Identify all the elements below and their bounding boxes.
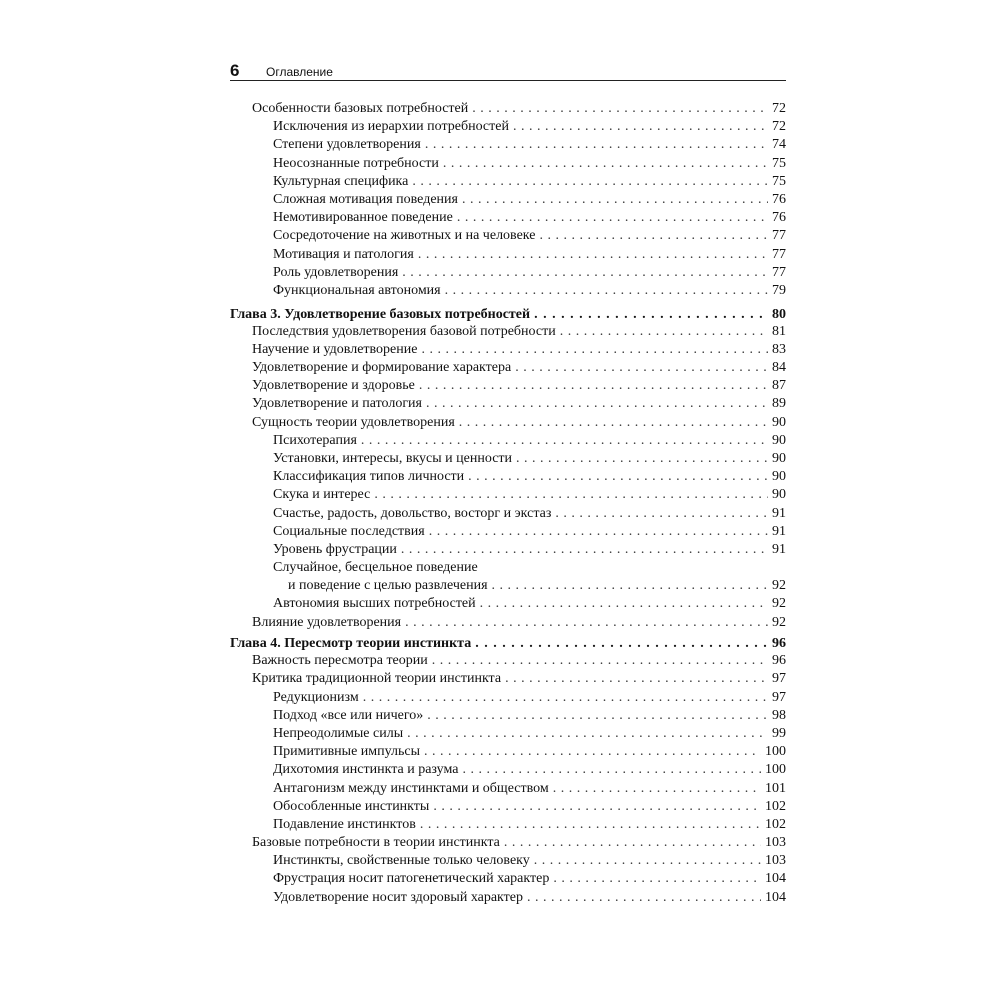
toc-entry-page: 79 bbox=[772, 282, 786, 298]
toc-entry-page: 96 bbox=[772, 653, 786, 669]
toc-entry-page: 90 bbox=[772, 414, 786, 430]
toc-entry-page: 102 bbox=[765, 816, 786, 832]
dot-leader bbox=[468, 468, 768, 486]
toc-entry-page: 77 bbox=[772, 246, 786, 262]
toc-entry bbox=[230, 209, 786, 227]
toc-entry-page: 100 bbox=[765, 744, 786, 760]
toc-entry-page: 97 bbox=[772, 671, 786, 687]
dot-leader bbox=[475, 635, 768, 652]
toc-entry-title: Классификация типов личности bbox=[273, 469, 465, 485]
toc-entry-title: Уровень фрустрации bbox=[273, 541, 397, 557]
dot-leader bbox=[553, 780, 761, 798]
dot-leader bbox=[555, 505, 768, 523]
toc-entry-title: Роль удовлетворения bbox=[273, 264, 399, 280]
toc-entry-title: Сосредоточение на животных и на человеке bbox=[273, 228, 536, 244]
toc-entry-page: 91 bbox=[772, 541, 786, 557]
toc-entry-title: Скука и интерес bbox=[273, 487, 371, 503]
toc-entry-title: Степени удовлетворения bbox=[273, 137, 421, 153]
toc-entry-page: 90 bbox=[772, 450, 786, 466]
toc-entry bbox=[230, 173, 786, 191]
dot-leader bbox=[361, 432, 768, 450]
toc-entry bbox=[230, 577, 786, 595]
dot-leader bbox=[527, 889, 761, 907]
toc-entry bbox=[230, 191, 786, 209]
toc-entry bbox=[230, 486, 786, 504]
toc-entry-title: Автономия высших потребностей bbox=[273, 596, 476, 612]
dot-leader bbox=[405, 614, 768, 632]
header-rule bbox=[230, 80, 786, 81]
toc-entry bbox=[230, 780, 786, 798]
toc-entry-page: 90 bbox=[772, 432, 786, 448]
dot-leader bbox=[505, 670, 768, 688]
toc-entry-page: 91 bbox=[772, 505, 786, 521]
toc-entry-title: Функциональная автономия bbox=[273, 282, 441, 298]
toc-entry-title: Социальные последствия bbox=[273, 523, 425, 539]
toc-entry-title: Удовлетворение и патология bbox=[252, 396, 422, 412]
toc-entry bbox=[230, 761, 786, 779]
toc-entry-page: 99 bbox=[772, 725, 786, 741]
toc-entry-page: 83 bbox=[772, 341, 786, 357]
dot-leader bbox=[560, 323, 768, 341]
toc-entry bbox=[230, 246, 786, 264]
dot-leader bbox=[462, 761, 761, 779]
dot-leader bbox=[492, 577, 768, 595]
toc-entry-title: Психотерапия bbox=[273, 432, 357, 448]
toc-entry-page: 103 bbox=[765, 835, 786, 851]
toc-entry bbox=[230, 341, 786, 359]
toc-entry bbox=[230, 227, 786, 245]
dot-leader bbox=[534, 852, 761, 870]
toc-entry-title: Подавление инстинктов bbox=[273, 816, 416, 832]
toc-entry-title: Обособленные инстинкты bbox=[273, 798, 430, 814]
toc-entry-title: Влияние удовлетворения bbox=[252, 614, 402, 630]
toc-entry bbox=[230, 136, 786, 154]
toc-entry bbox=[230, 100, 786, 118]
toc-entry-page: 87 bbox=[772, 378, 786, 394]
toc-entry bbox=[230, 689, 786, 707]
toc-entry bbox=[230, 505, 786, 523]
dot-leader bbox=[480, 595, 768, 613]
toc-entry bbox=[230, 889, 786, 907]
toc-entry bbox=[230, 450, 786, 468]
toc-entry-page: 92 bbox=[772, 578, 786, 594]
chapter-heading bbox=[230, 635, 786, 652]
dot-leader bbox=[539, 227, 768, 245]
dot-leader bbox=[472, 100, 768, 118]
toc-entry bbox=[230, 870, 786, 888]
toc-entry-page: 81 bbox=[772, 323, 786, 339]
toc-entry-title: Культурная специфика bbox=[273, 173, 409, 189]
toc-entry bbox=[230, 652, 786, 670]
toc-entry bbox=[230, 816, 786, 834]
toc-entry bbox=[230, 798, 786, 816]
toc-entry-title: Удовлетворение и здоровье bbox=[252, 378, 415, 394]
dot-leader bbox=[504, 834, 761, 852]
dot-leader bbox=[515, 359, 768, 377]
toc-entry bbox=[230, 614, 786, 632]
toc-entry-page: 100 bbox=[765, 762, 786, 778]
dot-leader bbox=[401, 541, 768, 559]
toc-entry-title: Немотивированное поведение bbox=[273, 210, 453, 226]
dot-leader bbox=[420, 816, 761, 834]
toc-entry bbox=[230, 541, 786, 559]
toc-entry-page: 77 bbox=[772, 228, 786, 244]
dot-leader bbox=[374, 486, 768, 504]
toc-entry-title: Важность пересмотра теории bbox=[252, 653, 428, 669]
dot-leader bbox=[429, 523, 768, 541]
toc-entry-page: 76 bbox=[772, 191, 786, 207]
toc-entry bbox=[230, 282, 786, 300]
dot-leader bbox=[459, 414, 768, 432]
dot-leader bbox=[424, 743, 761, 761]
dot-leader bbox=[421, 341, 768, 359]
toc-entry-page: 91 bbox=[772, 523, 786, 539]
toc-entry-title: Инстинкты, свойственные только человеку bbox=[273, 853, 530, 869]
toc-entry bbox=[230, 852, 786, 870]
dot-leader bbox=[419, 377, 768, 395]
toc-entry-title: Удовлетворение носит здоровый характер bbox=[273, 889, 524, 905]
toc-entry-page: 75 bbox=[772, 155, 786, 171]
toc-entry bbox=[230, 834, 786, 852]
toc-entry bbox=[230, 377, 786, 395]
toc-entry bbox=[230, 414, 786, 432]
toc-entry-page: 98 bbox=[772, 707, 786, 723]
dot-leader bbox=[553, 870, 761, 888]
toc-entry-page: 89 bbox=[772, 396, 786, 412]
toc-entry-title: Исключения из иерархии потребностей bbox=[273, 119, 509, 135]
toc-entry-page: 102 bbox=[765, 798, 786, 814]
toc-entry bbox=[230, 743, 786, 761]
toc-entry-page: 84 bbox=[772, 360, 786, 376]
toc-entry-title: Базовые потребности в теории инстинкта bbox=[252, 835, 500, 851]
toc-entry-title: Счастье, радость, довольство, восторг и экстаз bbox=[273, 505, 552, 521]
toc-entry bbox=[230, 468, 786, 486]
chapter-page: 96 bbox=[772, 636, 786, 652]
toc-entry-title: Примитивные импульсы bbox=[273, 744, 421, 760]
toc-entry bbox=[230, 155, 786, 173]
dot-leader bbox=[432, 652, 768, 670]
toc-entry-page: 101 bbox=[765, 780, 786, 796]
toc-entry-title: Сложная мотивация поведения bbox=[273, 191, 458, 207]
dot-leader bbox=[443, 155, 768, 173]
toc-entry-title: Научение и удовлетворение bbox=[252, 341, 418, 357]
toc-entry-page: 74 bbox=[772, 137, 786, 153]
toc-entry-title: Дихотомия инстинкта и разума bbox=[273, 762, 459, 778]
toc-entry bbox=[230, 725, 786, 743]
dot-leader bbox=[513, 118, 768, 136]
toc-entry-page: 104 bbox=[765, 889, 786, 905]
toc-entry-wrapped-line1: Случайное, бесцельное поведение bbox=[273, 560, 478, 576]
toc-entry-page: 97 bbox=[772, 689, 786, 705]
toc-entry-title: Неосознанные потребности bbox=[273, 155, 439, 171]
running-head bbox=[230, 60, 786, 82]
dot-leader bbox=[412, 173, 768, 191]
dot-leader bbox=[402, 264, 768, 282]
section-title: Оглавление bbox=[266, 65, 333, 79]
toc-entry-page: 76 bbox=[772, 210, 786, 226]
toc-entry-title: Особенности базовых потребностей bbox=[252, 101, 469, 116]
toc-entry bbox=[230, 432, 786, 450]
toc-entry bbox=[230, 264, 786, 282]
toc-entry-title: и поведение с целью развлечения bbox=[288, 578, 488, 594]
toc-entry-page: 75 bbox=[772, 173, 786, 189]
dot-leader bbox=[363, 689, 768, 707]
dot-leader bbox=[534, 306, 768, 323]
toc-entry bbox=[230, 395, 786, 413]
toc-entry-page: 90 bbox=[772, 487, 786, 503]
toc-entry-page: 77 bbox=[772, 264, 786, 280]
toc-entry-page: 90 bbox=[772, 469, 786, 485]
dot-leader bbox=[462, 191, 768, 209]
dot-leader bbox=[445, 282, 768, 300]
toc-entry-page: 92 bbox=[772, 596, 786, 612]
toc-entry-title: Установки, интересы, вкусы и ценности bbox=[273, 450, 513, 466]
toc-entry-page: 72 bbox=[772, 101, 786, 116]
toc-entry-page: 104 bbox=[765, 871, 786, 887]
toc-entry bbox=[230, 323, 786, 341]
toc-entry bbox=[230, 359, 786, 377]
toc-entry-title: Редукционизм bbox=[273, 689, 359, 705]
toc-entry bbox=[230, 523, 786, 541]
toc-entry-page: 72 bbox=[772, 119, 786, 135]
dot-leader bbox=[426, 395, 768, 413]
toc-entry-title: Удовлетворение и формирование характера bbox=[252, 360, 512, 376]
toc-entry-title: Мотивация и патология bbox=[273, 246, 414, 262]
chapter-title: Глава 3. Удовлетворение базовых потребностей bbox=[230, 306, 531, 322]
chapter-title: Глава 4. Пересмотр теории инстинкта bbox=[230, 636, 472, 652]
toc-entry-title: Последствия удовлетворения базовой потребности bbox=[252, 323, 556, 339]
dot-leader bbox=[418, 246, 768, 264]
chapter-heading bbox=[230, 306, 786, 323]
toc-entry bbox=[230, 595, 786, 613]
dot-leader bbox=[516, 450, 768, 468]
toc-entry-page: 103 bbox=[765, 853, 786, 869]
toc-entry-title: Критика традиционной теории инстинкта bbox=[252, 671, 502, 687]
chapter-page: 80 bbox=[772, 306, 786, 322]
dot-leader bbox=[407, 725, 768, 743]
page-number: 6 bbox=[230, 61, 240, 80]
toc-entry-title: Непреодолимые силы bbox=[273, 725, 404, 741]
toc-entry bbox=[230, 707, 786, 725]
dot-leader bbox=[427, 707, 768, 725]
dot-leader bbox=[433, 798, 761, 816]
dot-leader bbox=[457, 209, 768, 227]
toc-entry bbox=[230, 670, 786, 688]
toc-entry-title: Сущность теории удовлетворения bbox=[252, 414, 455, 430]
toc-entry bbox=[230, 118, 786, 136]
dot-leader bbox=[425, 136, 768, 154]
table-of-contents bbox=[230, 100, 786, 907]
toc-entry-title: Подход «все или ничего» bbox=[273, 707, 424, 723]
toc-entry-title: Фрустрация носит патогенетический характер bbox=[273, 871, 550, 887]
toc-entry-page: 92 bbox=[772, 614, 786, 630]
toc-entry-title: Антагонизм между инстинктами и обществом bbox=[273, 780, 549, 796]
